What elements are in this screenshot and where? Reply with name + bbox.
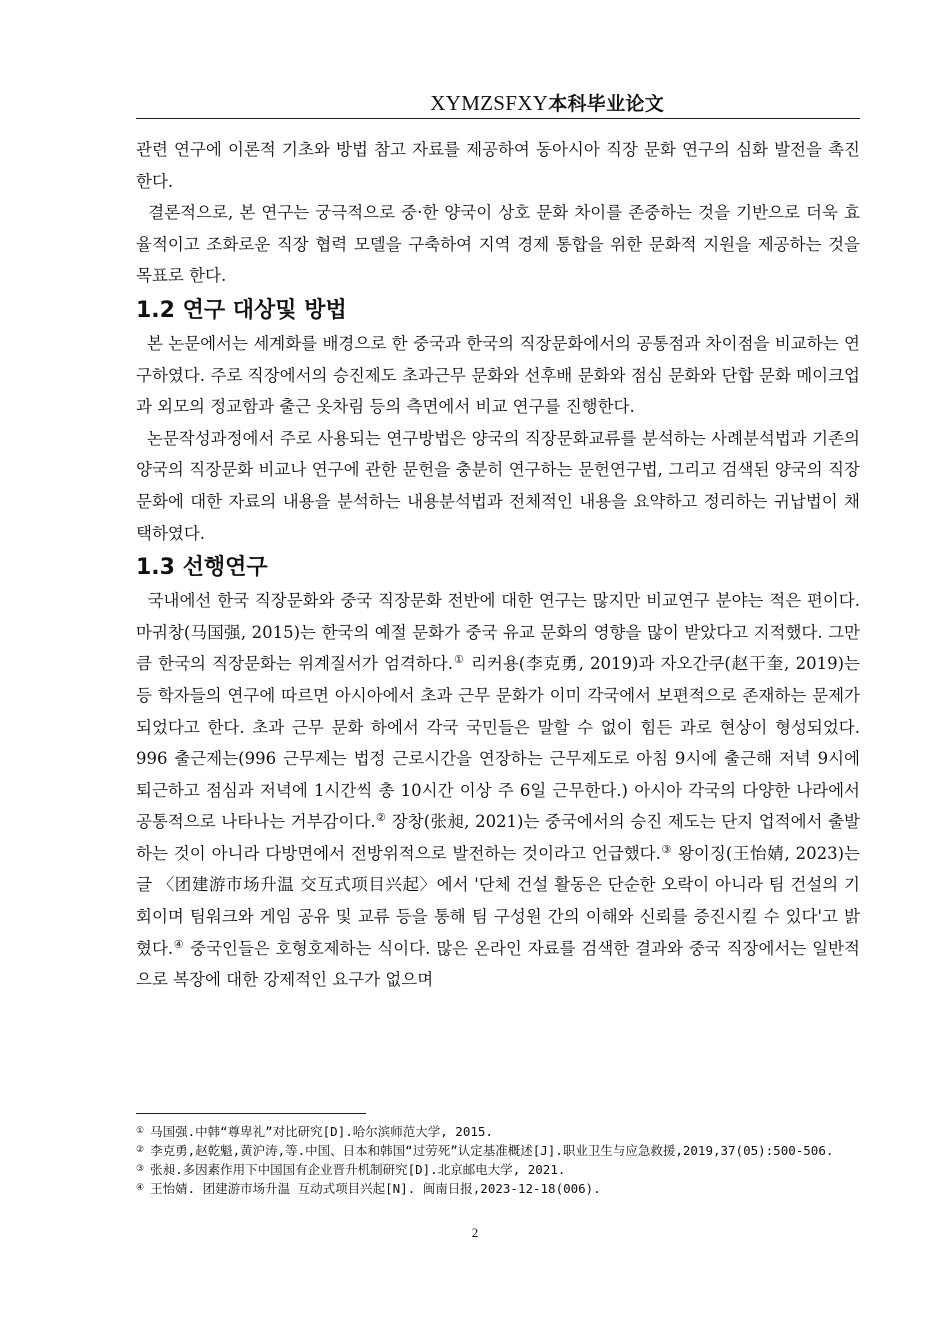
section-heading-1-2: 1.2 연구 대상및 방법 — [136, 297, 347, 323]
footnote-text: 李克勇,赵乾魁,黄沪涛,等.中国、日本和韩国“过劳死”认定基准概述[J].职业卫生与应急救援,2019,37(05):500-506. — [150, 1143, 834, 1158]
header-code: XYMZSFXY — [430, 91, 549, 115]
paragraph-text: 국내에선 한국 직장문화와 중국 직장문화 전반에 대한 연구는 많지만 비교연구 분야는 적은 편이다. 마궈창(马国强, 2015)는 한국의 예절 문화가 중국 유교 문화의 영향을 많이 받았다고 지적했다. 그만큼 한국의 직장문화는 위계질서가 엄격하다. — [136, 591, 860, 674]
page-header — [136, 84, 860, 119]
paragraph-text: 장창(张昶, 2021)는 중국에서의 승진 제도는 단지 업적에서 출발하는 것이 아니라 다방면에서 전방위적으로 발전하는 것이라고 언급했다. — [136, 812, 860, 863]
header-title: 本科毕业论文 — [548, 93, 664, 115]
paragraph-text: 본 논문에서는 세계화를 배경으로 한 중국과 한국의 직장문화에서의 공통점과 차이점을 비교하는 연구하였다. 주로 직장에서의 승진제도 초과근무 문화와 선후배 문화와 점심 문화와 단합 문화 메이크업과 외모의 정교함과 출근 옷차림 등의 측면에서 비교 연구를 진행한다. — [136, 333, 860, 417]
footnote-mark: ① — [136, 1126, 145, 1136]
footnote-text: 王怡婧. 团建游市场升温 互动式项目兴起[N]. 闽南日报,2023-12-18(006). — [150, 1181, 601, 1196]
paragraph-text: 결론적으로, 본 연구는 궁극적으로 중·한 양국이 상호 문화 차이를 존중하는 것을 기반으로 더욱 효율적이고 조화로운 직장 협력 모델을 구축하여 지역 경제 통합을 위한 문화적 지원을 제공하는 것을 목표로 한다. — [136, 203, 861, 286]
paragraph — [136, 585, 860, 996]
footnote-mark: ③ — [136, 1164, 145, 1174]
footnotes — [136, 1122, 860, 1198]
paragraph — [136, 423, 860, 549]
paragraph-text: 중국인들은 호형호제하는 식이다. 많은 온라인 자료를 검색한 결과와 중국 직장에서는 일반적으로 복장에 대한 강제적인 요구가 없으며 — [136, 938, 860, 990]
paragraph-text: 왕이징(王怡婧, 2023)는 글 〈团建游市场升温 交互式项目兴起〉에서 '단체 건설 활동은 단순한 오락이 아니라 팀 건설의 기회이며 팀워크와 게임 공유 및 교류 등을 통해 팀 구성원 간의 이해와 신뢰를 증진시킬 수 있다'고 밝혔다. — [136, 843, 860, 958]
paragraph-text: 논문작성과정에서 주로 사용되는 연구방법은 양국의 직장문화교류를 분석하는 사례분석법과 기존의 양국의 직장문화 비교나 연구에 관한 문헌을 충분히 연구하는 문헌연구법, 그리고 검색된 양국의 직장문화에 대한 자료의 내용을 분석하는 내용분석법과 전체적인 내용을 요약하고 정리하는 귀납법이 채택하였다. — [136, 428, 860, 543]
main-content — [136, 134, 860, 996]
footnote-mark: ④ — [136, 1183, 145, 1193]
footnote — [136, 1141, 860, 1160]
paragraph — [136, 328, 860, 423]
footnote-ref[interactable]: ② — [375, 811, 387, 825]
footnote-text: 张昶.多因素作用下中国国有企业晋升机制研究[D].北京邮电大学, 2021. — [150, 1162, 566, 1177]
page-number: 2 — [471, 1225, 479, 1240]
footnote-ref[interactable]: ① — [452, 653, 465, 667]
section-heading-1-3: 1.3 선행연구 — [136, 555, 268, 581]
footnote-text: 马国强.中韩“尊卑礼”对比研究[D].哈尔滨师范大学, 2015. — [150, 1124, 493, 1139]
paragraph: 관련 연구에 이론적 기초와 방법 참고 자료를 제공하여 동아시아 직장 문화 연구의 심화 발전을 촉진한다. — [136, 140, 860, 191]
footnote — [136, 1179, 860, 1198]
footnote-ref[interactable]: ④ — [173, 937, 185, 951]
paragraph-text: 리커용(李克勇, 2019)과 자오간쿠(赵干奎, 2019)는 등 학자들의 연구에 따르면 아시아에서 초과 근무 문화가 이미 각국에서 보편적으로 존재하는 문제가 되었다고 한다. 초과 근무 문화 하에서 각국 국민들은 말할 수 없이 힘든 과로 현상이 형성되었다. 996 출근제는(996 근무제는 법정 근로시간을 연장하는 근무제도로 아침 9시에 출근해 저녁 9시에 퇴근하고 점심과 저녁에 1시간씩 총 10시간 이상 주 6일 근무한다.) 아시아 각국의 다양한 나라에서 공통적으로 나타나는 거부감이다. — [136, 654, 860, 832]
footnote-mark: ② — [136, 1145, 145, 1155]
footnote — [136, 1122, 860, 1141]
footnote-divider — [136, 1113, 366, 1114]
header-text — [430, 89, 664, 116]
paragraph — [136, 197, 860, 292]
footnote — [136, 1160, 860, 1179]
footnote-ref[interactable]: ③ — [660, 842, 673, 856]
